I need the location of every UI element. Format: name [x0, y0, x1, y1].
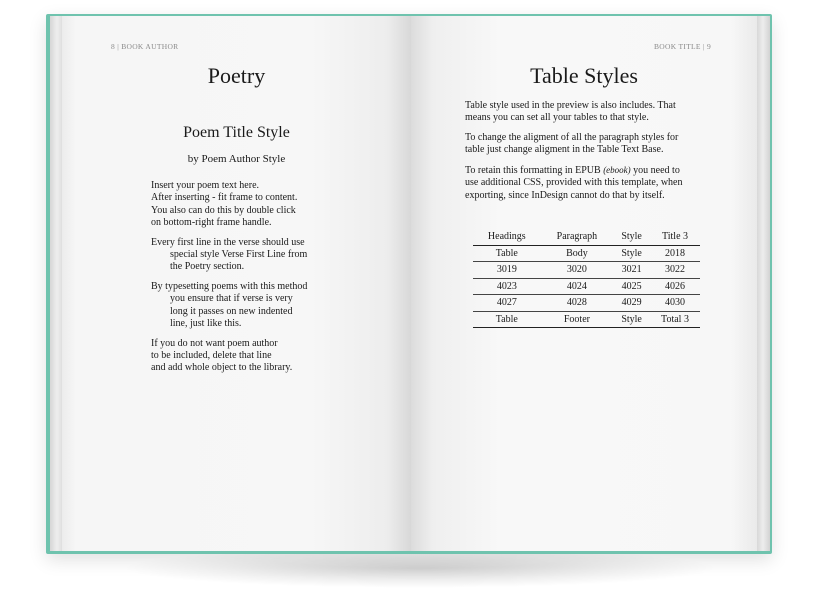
- table-cell: Style: [613, 311, 650, 328]
- table-footer-row: [473, 311, 700, 328]
- verse-line: Every first line in the verse should use: [151, 236, 305, 248]
- table-cell: 4027: [473, 295, 541, 312]
- poem-title: Poem Title Style: [183, 124, 290, 141]
- text-line: means you can set all your tables to that style.: [465, 112, 649, 124]
- table-cell: Body: [541, 245, 614, 262]
- book-shadow: [120, 548, 720, 588]
- text-run: To retain this formatting in EPUB: [465, 165, 604, 177]
- poem-body: [151, 180, 351, 382]
- paragraph: [465, 100, 715, 125]
- verse-line: to be included, delete that line: [151, 350, 272, 362]
- ebook-emphasis: (ebook): [603, 165, 631, 176]
- table-cell: 4025: [613, 278, 650, 295]
- table-cell: 4024: [541, 278, 614, 295]
- table-header-cell: Style: [613, 229, 650, 245]
- table-cell: 2018: [650, 245, 700, 262]
- table-row: [473, 295, 700, 312]
- verse-line-indented: you ensure that if verse is very: [170, 293, 293, 305]
- verse-line-indented: long it passes on new indented: [170, 305, 293, 317]
- verse-line: By typesetting poems with this method: [151, 281, 308, 293]
- stanza: [151, 180, 351, 229]
- table-cell: 4029: [613, 295, 650, 312]
- verse-line-indented: line, just like this.: [170, 317, 242, 329]
- left-page: [62, 16, 411, 551]
- chapter-title-table-styles: Table Styles: [530, 63, 638, 88]
- table-cell: 3021: [613, 262, 650, 279]
- table-cell: Style: [613, 245, 650, 262]
- paragraph: [465, 164, 715, 202]
- stanza: [151, 338, 351, 375]
- page-edges-right: [756, 16, 770, 551]
- chapter-title-poetry: Poetry: [207, 63, 266, 88]
- verse-line: You also can do this by double click: [151, 204, 296, 216]
- table-row: [473, 262, 700, 279]
- body-text: [465, 100, 715, 210]
- verse-line: If you do not want poem author: [151, 337, 278, 349]
- table-cell: 3019: [473, 262, 541, 279]
- table-cell: 4023: [473, 278, 541, 295]
- text-run: you need to: [630, 165, 680, 177]
- table-cell: Table: [473, 311, 541, 328]
- table-header-cell: Headings: [473, 229, 541, 245]
- table-cell: 4026: [650, 278, 700, 295]
- right-page: [411, 16, 757, 551]
- table-header-row: [473, 229, 700, 245]
- table-cell: Table: [473, 245, 541, 262]
- text-line: [465, 164, 715, 177]
- poem-author: by Poem Author Style: [187, 153, 286, 165]
- table-cell: 4030: [650, 295, 700, 312]
- table-cell: 3020: [541, 262, 614, 279]
- styled-table: [473, 229, 700, 328]
- table-row: [473, 245, 700, 262]
- running-head-left: 8 | BOOK AUTHOR: [111, 42, 179, 51]
- table-header-cell: Title 3: [650, 229, 700, 245]
- table-cell: Footer: [541, 311, 614, 328]
- text-line: To change the aligment of all the paragraph styles for: [465, 132, 679, 144]
- verse-line: Insert your poem text here.: [151, 180, 260, 191]
- verse-line-indented: special style Verse First Line from: [170, 248, 308, 260]
- text-line: exporting, since InDesign cannot do that by itself.: [465, 189, 665, 201]
- verse-line: After inserting - fit frame to content.: [151, 192, 298, 204]
- running-head-right: BOOK TITLE | 9: [653, 42, 711, 51]
- table-header-cell: Paragraph: [541, 229, 614, 245]
- verse-line: on bottom-right frame handle.: [151, 216, 272, 228]
- table-cell: 3022: [650, 262, 700, 279]
- verse-line-indented: the Poetry section.: [170, 261, 245, 273]
- paragraph: [465, 132, 715, 157]
- table-cell: 4028: [541, 295, 614, 312]
- text-line: Table style used in the preview is also includes. That: [465, 100, 676, 111]
- table-row: [473, 278, 700, 295]
- text-line: table just change aligment in the Table Text Base.: [465, 144, 664, 156]
- stanza: [151, 237, 351, 274]
- stanza: [151, 281, 351, 330]
- text-line: use additional CSS, provided with this template, when: [465, 177, 683, 189]
- table-cell: Total 3: [650, 311, 700, 328]
- verse-line: and add whole object to the library.: [151, 362, 293, 374]
